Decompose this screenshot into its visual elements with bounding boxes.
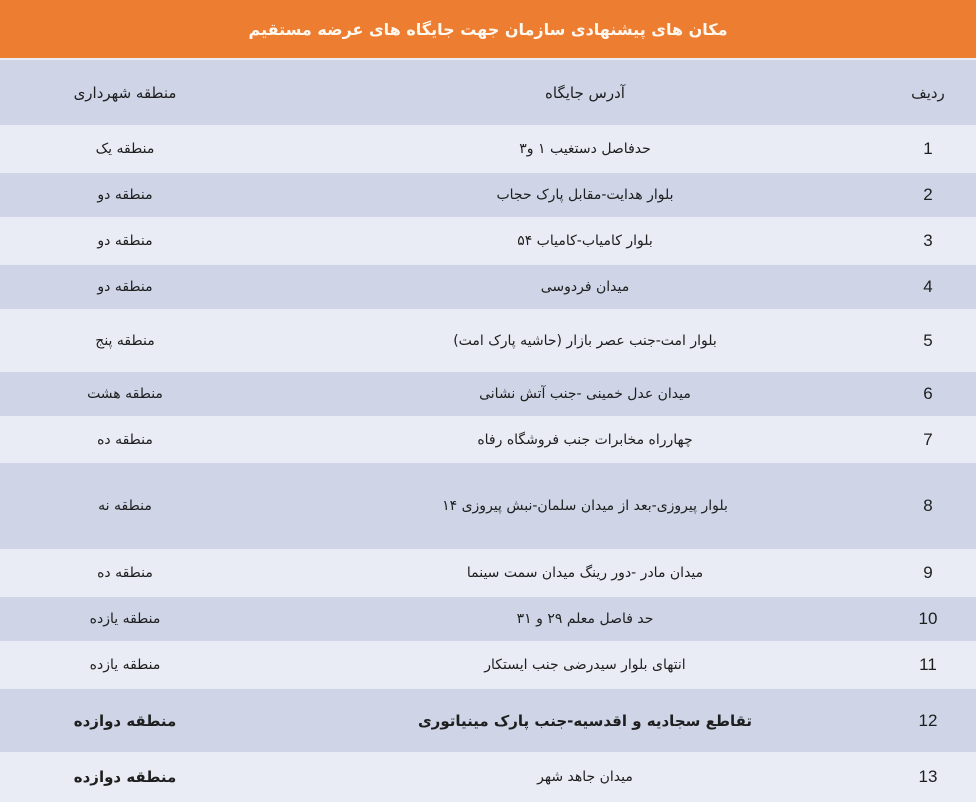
header-num: ردیف: [911, 83, 945, 102]
row-address: میدان جاهد شهر: [537, 769, 633, 785]
row-address: بلوار پیروزی-بعد از میدان سلمان-نبش پیروزی ۱۴: [442, 498, 728, 514]
row-address: تقاطع سجادیه و اقدسیه-جنب پارک مینیاتوری: [417, 711, 753, 730]
row-number: 2: [923, 185, 933, 204]
row-region: منطقه پنج: [95, 332, 155, 349]
row-region: منطقه دو: [97, 233, 153, 249]
row-region: منطقه دو: [97, 279, 153, 295]
table-row: [0, 173, 976, 217]
row-address: بلوار هدایت-مقابل پارک حجاب: [496, 187, 674, 203]
table-row: [0, 551, 976, 595]
row-number: 12: [918, 710, 938, 730]
header-address: آدرس جایگاه: [545, 83, 625, 102]
row-number: 8: [923, 496, 933, 515]
row-region: منطقه یازده: [89, 657, 161, 673]
table-row: [0, 219, 976, 263]
row-address: میدان عدل خمینی -جنب آتش نشانی: [479, 386, 691, 402]
table-row: [0, 689, 976, 752]
table-row: [0, 643, 976, 687]
row-region: منطقه دوازده: [73, 711, 177, 730]
row-region: منطقه دو: [97, 187, 153, 203]
row-number: 6: [923, 384, 933, 403]
row-number: 7: [923, 429, 933, 449]
table-header: [0, 60, 976, 125]
table-title: مکان های پیشنهادی سازمان جهت جایگاه های عرضه مستقیم: [0, 0, 976, 58]
row-number: 11: [919, 655, 937, 674]
row-address: بلوار کامیاب-کامیاب ۵۴: [517, 233, 653, 249]
table-row: [0, 127, 976, 171]
row-number: 10: [918, 609, 938, 628]
row-region: منطقه هشت: [87, 386, 163, 402]
row-region: منطقه نه: [98, 498, 152, 514]
row-region: منطقه دوازده: [73, 768, 177, 786]
table-row: [0, 311, 976, 370]
row-number: 3: [923, 231, 933, 250]
table-row: [0, 463, 976, 549]
table-row: [0, 597, 976, 641]
row-region: منطقه یازده: [89, 611, 161, 627]
row-region: منطقه یک: [95, 141, 155, 157]
table-row: [0, 754, 976, 800]
row-address: حد فاصل معلم ۲۹ و ۳۱: [516, 611, 654, 627]
row-address: میدان فردوسی: [540, 279, 630, 295]
row-number: 4: [923, 277, 933, 296]
row-address: میدان مادر -دور رینگ میدان سمت سینما: [466, 565, 704, 581]
table-row: [0, 372, 976, 416]
row-number: 1: [923, 139, 933, 158]
row-address: بلوار امت-جنب عصر بازار (حاشیه پارک امت): [453, 332, 717, 349]
header-region: منطقه شهرداری: [73, 83, 177, 102]
table-row: [0, 265, 976, 309]
row-address: انتهای بلوار سیدرضی جنب ایستکار: [484, 657, 686, 673]
row-address: چهارراه مخابرات جنب فروشگاه رفاه: [477, 431, 693, 448]
row-number: 5: [923, 330, 933, 350]
row-address: حدفاصل دستغیب ۱ و۳: [519, 141, 651, 157]
row-region: منطقه ده: [97, 431, 153, 448]
row-region: منطقه ده: [97, 565, 153, 581]
locations-table: [0, 60, 976, 802]
table-row: [0, 418, 976, 461]
row-number: 13: [918, 767, 938, 786]
row-number: 9: [923, 563, 933, 582]
